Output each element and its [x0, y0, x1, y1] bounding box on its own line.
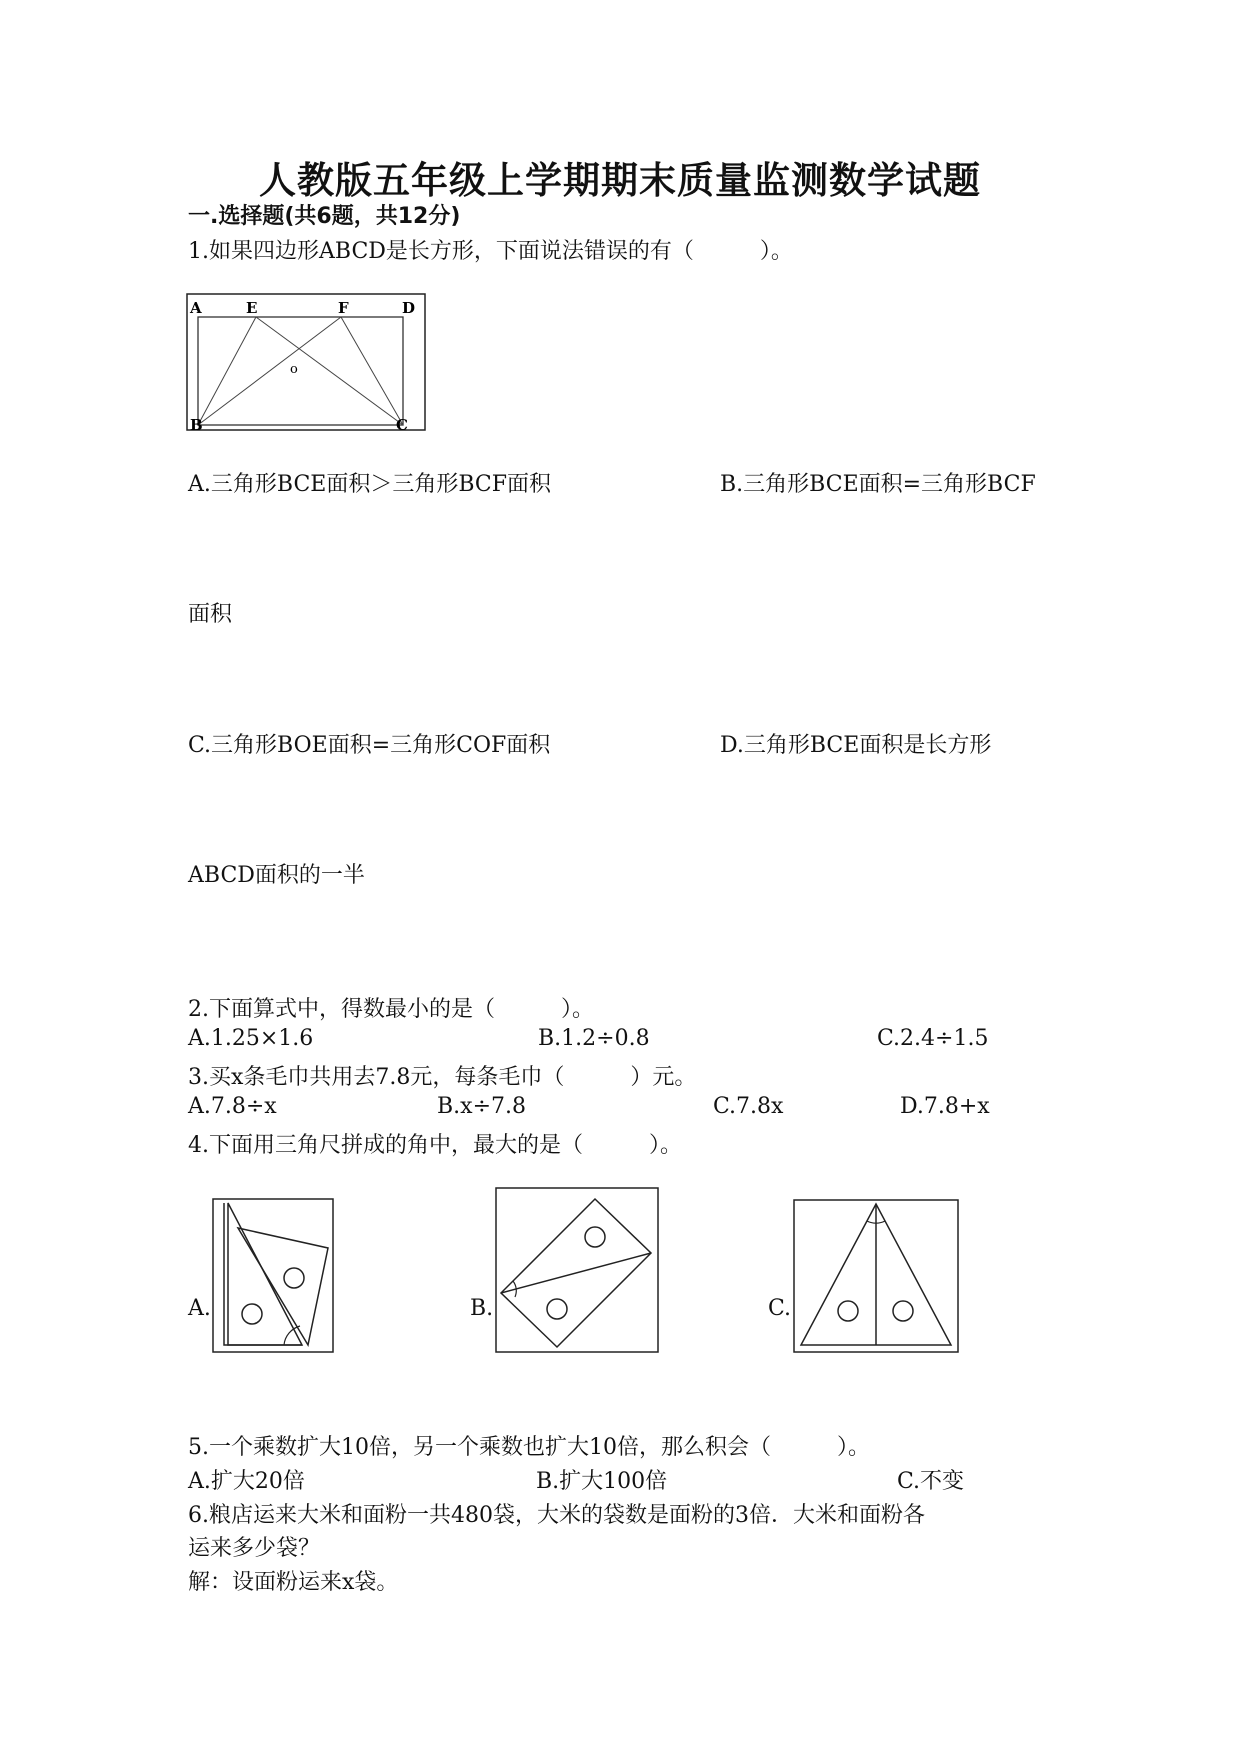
q5-option-a[interactable]: A.扩大20倍	[188, 1469, 305, 1494]
point-o-label: o	[290, 362, 298, 377]
q2-option-c[interactable]: C.2.4÷1.5	[877, 1026, 989, 1051]
q1-option-a[interactable]: A.三角形BCE面积＞三角形BCF面积	[188, 472, 552, 497]
question-5-stem: 5.一个乘数扩大10倍，另一个乘数也扩大10倍，那么积会（ ）。	[188, 1435, 870, 1460]
q1-option-b-continued: 面积	[188, 602, 233, 627]
question-6-stem-line2: 运来多少袋？	[188, 1536, 321, 1561]
q4-option-b-label[interactable]: B.	[470, 1296, 494, 1321]
question-6-stem-line1: 6.粮店运来大米和面粉一共480袋，大米的袋数是面粉的3倍．大米和面粉各	[188, 1503, 925, 1528]
q4-option-a-label[interactable]: A.	[188, 1296, 211, 1321]
q1-option-d[interactable]: D.三角形BCE面积是长方形	[720, 733, 992, 758]
vertex-d-label: D	[402, 299, 416, 317]
vertex-e-label: E	[246, 299, 258, 317]
q4-figure-c[interactable]	[793, 1199, 959, 1353]
q4-figure-b[interactable]	[495, 1187, 659, 1353]
q3-option-a[interactable]: A.7.8÷x	[188, 1094, 277, 1119]
question-3-stem: 3.买x条毛巾共用去7.8元，每条毛巾（ ）元。	[188, 1065, 697, 1090]
vertex-c-label: C	[396, 416, 408, 433]
question-2-stem: 2.下面算式中，得数最小的是（ ）。	[188, 997, 594, 1022]
vertex-f-label: F	[338, 299, 349, 317]
q3-option-c[interactable]: C.7.8x	[713, 1094, 784, 1119]
q4-option-c-label[interactable]: C.	[768, 1296, 792, 1321]
vertex-a-label: A	[190, 299, 202, 317]
q2-option-b[interactable]: B.1.2÷0.8	[538, 1026, 650, 1051]
page-title: 人教版五年级上学期期末质量监测数学试题	[259, 158, 981, 202]
q1-option-b[interactable]: B.三角形BCE面积=三角形BCF	[720, 472, 1036, 497]
section-heading: 一.选择题(共6题，共12分)	[188, 204, 461, 229]
q5-option-c[interactable]: C.不变	[897, 1469, 965, 1494]
question-4-stem: 4.下面用三角尺拼成的角中，最大的是（ ）。	[188, 1133, 682, 1158]
q1-option-d-continued: ABCD面积的一半	[188, 863, 365, 888]
question-1-stem: 1.如果四边形ABCD是长方形，下面说法错误的有（ ）。	[188, 239, 793, 264]
question-6-solution: 解：设面粉运来x袋。	[188, 1570, 399, 1595]
q4-figure-a[interactable]	[212, 1198, 334, 1353]
q5-option-b[interactable]: B.扩大100倍	[536, 1469, 668, 1494]
q2-option-a[interactable]: A.1.25×1.6	[188, 1026, 314, 1051]
q1-option-c[interactable]: C.三角形BOE面积=三角形COF面积	[188, 733, 551, 758]
question-1-figure	[186, 293, 426, 433]
q3-option-b[interactable]: B.x÷7.8	[437, 1094, 526, 1119]
q3-option-d[interactable]: D.7.8+x	[900, 1094, 990, 1119]
vertex-b-label: B	[190, 416, 203, 433]
